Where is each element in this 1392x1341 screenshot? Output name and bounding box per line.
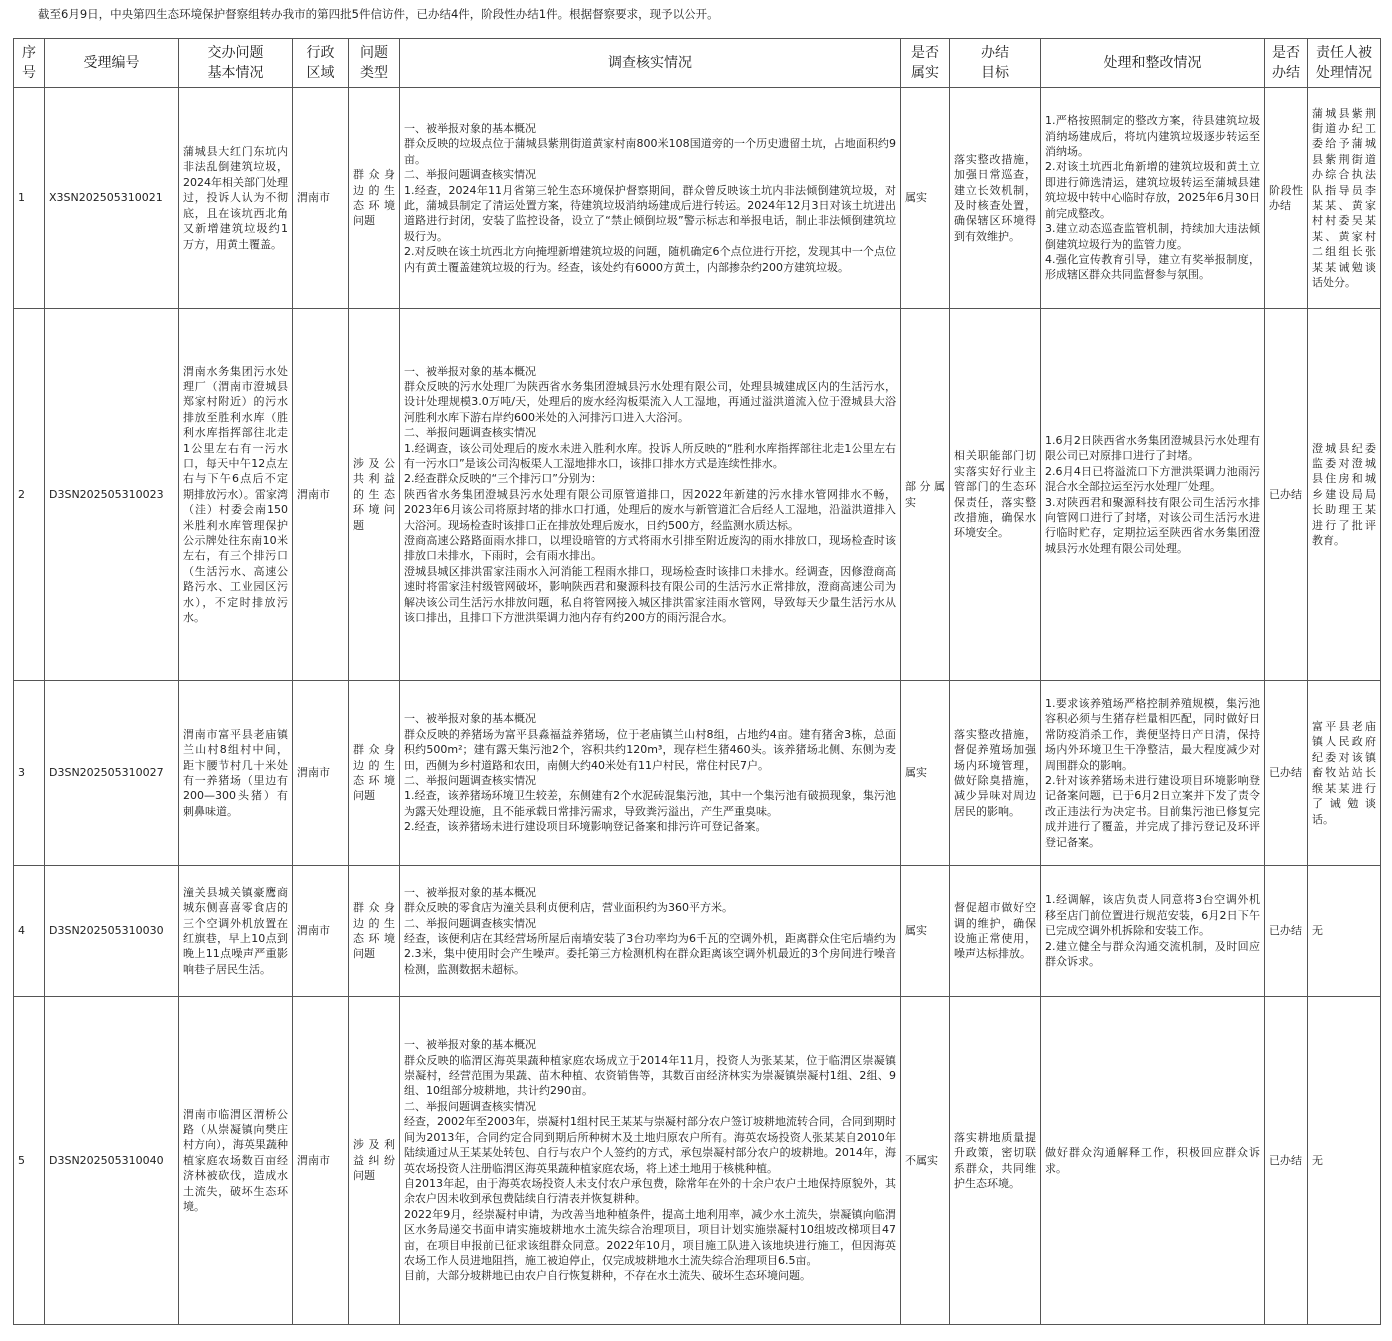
cell-region: 渭南市 — [293, 88, 349, 309]
header-responsible: 责任人被 处理情况 — [1308, 39, 1381, 88]
table-row — [14, 88, 1381, 309]
header-seq: 序 号 — [14, 39, 45, 88]
cell-region: 渭南市 — [293, 997, 349, 1325]
cell-responsible: 无 — [1308, 997, 1381, 1325]
cell-closed: 阶段性办结 — [1265, 88, 1308, 309]
table-row — [14, 681, 1381, 866]
cell-seq: 3 — [14, 681, 45, 866]
cell-true: 部分属实 — [901, 309, 950, 681]
intro-text: 截至6月9日，中央第四生态环境保护督察组转办我市的第四批5件信访件，已办结4件，阶段性办结1件。根据督察要求，现予以公开。 — [38, 7, 719, 21]
cell-closed: 已办结 — [1265, 866, 1308, 997]
cell-responsible: 澄城县纪委监委对澄城县住房和城乡建设局局长助理王某进行了批评教育。 — [1308, 309, 1381, 681]
cell-type: 涉及利益纠纷问题 — [349, 997, 400, 1325]
cell-handling: 1.严格按照制定的整改方案，待县建筑垃圾消纳场建成后，将坑内建筑垃圾逐步转运至消纳场。 2.对该土坑西北角新增的建筑垃圾和黄土立即进行筛选清运，建筑垃圾转运至蒲城县建筑垃圾中转中心临时存放，2025年6月30日前完成整改。 3.建立动态巡查监管机制，持续加大违法倾倒建筑垃圾行为的监管力度。 4.强化宣传教育引导，建立有奖举报制度，形成辖区群众共同监督参与氛围。 — [1041, 88, 1265, 309]
header-closed: 是否 办结 — [1265, 39, 1308, 88]
cell-code: D3SN202505310040 — [45, 997, 179, 1325]
cell-code: D3SN202505310023 — [45, 309, 179, 681]
cell-seq: 5 — [14, 997, 45, 1325]
cell-handling: 1.经调解，该店负责人同意将3台空调外机移至店门前位置进行规范安装，6月2日下午已完成空调外机拆除和安装工作。 2.建立健全与群众沟通交流机制，及时回应群众诉求。 — [1041, 866, 1265, 997]
cell-responsible: 富平县老庙镇人民政府纪委对该镇畜牧站站长缑某某进行了诫勉谈话。 — [1308, 681, 1381, 866]
cell-goal: 落实整改措施，督促养殖场加强场内环境管理，做好除臭措施，减少异味对周边居民的影响。 — [950, 681, 1041, 866]
cell-true: 不属实 — [901, 997, 950, 1325]
cell-goal: 落实耕地质量提升政策，密切联系群众，共同维护生态环境。 — [950, 997, 1041, 1325]
cell-handling: 1.6月2日陕西省水务集团澄城县污水处理有限公司已对原排口进行了封堵。 2.6月4日已将溢流口下方泄洪渠调力池雨污混合水全部拉运至污水处理厂处理。 3.对陕西君和聚源科技有限公司生活污水排向管网口进行了封堵，对该公司生活污水进行临时贮存，定期拉运至陕西省水务集团澄城县污水处理有限公司处理。 — [1041, 309, 1265, 681]
table-row — [14, 866, 1381, 997]
cell-true: 属实 — [901, 866, 950, 997]
header-type: 问题 类型 — [349, 39, 400, 88]
cell-code: X3SN202505310021 — [45, 88, 179, 309]
cell-responsible: 蒲城县紫荆街道办纪工委给予蒲城县紫荆街道办综合执法队指导员李某某、黄家村村委吴某某、黄家村二组组长张某某诫勉谈话处分。 — [1308, 88, 1381, 309]
cell-handling: 1.要求该养殖场严格控制养殖规模，集污池容积必须与生猪存栏量相匹配，同时做好日常防疫消杀工作，粪便坚持日产日清，保持场内外环境卫生干净整洁，最大程度减少对周围群众的影响。 2.针对该养猪场未进行建设项目环境影响登记备案问题，已于6月2日立案并下发了责令改正违法行为决定书。目前集污池已修复完成并进行了覆盖，并完成了排污登记及环评登记备案。 — [1041, 681, 1265, 866]
cell-basic: 渭南水务集团污水处理厂（渭南市澄城县郑家村附近）的污水排放至胜利水库（胜利水库指挥部往北走1公里左右有一污水口，每天中午12点左右与下午6点后不定期排放污水）。雷家湾（洼）村委会南150米胜利水库管理保护公示牌处往东南10米左右，有三个排污口（生活污水、高速公路污水、工业园区污水），不定时排放污水。 — [179, 309, 293, 681]
cell-investigation: 一、被举报对象的基本概况 群众反映的污水处理厂为陕西省水务集团澄城县污水处理有限公司，处理县城建成区内的生活污水，设计处理规模3.0万吨/天，处理后的废水经沟板渠流入人工湿地，再通过溢洪道流入位于澄城县大浴河胜利水库下游右岸约600米处的入河排污口进入大浴河。 二、举报问题调查核实情况 1.经调查，该公司处理后的废水未进入胜利水库。投诉人所反映的“胜利水库指挥部往北走1公里左右有一污水口”是该公司沟板渠人工湿地排水口，该排口排水方式是连续性排水。 2.经查群众反映的“三个排污口”分别为： 陕西省水务集团澄城县污水处理有限公司原管道排口，因2022年新建的污水排水管网排水不畅，2023年6月该公司将原封堵的排水口打通，处理后的废水与新管道汇合后经人工湿地，沿溢洪道排入大浴河。现场检查时该排口正在排放处理后废水，日约500方，经监测水质达标。 澄商高速公路路面雨水排口，以埋设暗管的方式将雨水引排至附近废沟的雨水排放口，现场检查时该排放口未排水，下雨时，会有雨水排出。 澄城县城区排洪雷家洼雨水入河消能工程雨水排口，现场检查时该排口未排水。经调查，因修澄商高速时将雷家洼村级管网破坏，影响陕西君和聚源科技有限公司的生活污水正常排放，澄商高速公司为解决该公司生活污水排放问题，私自将管网接入城区排洪雷家洼雨水管网，导致每天少量生活污水从该口排出，且排口下方泄洪渠调力池内存有约200方的雨污混合水。 — [400, 309, 901, 681]
cell-investigation: 一、被举报对象的基本概况 群众反映的临渭区海英果蔬种植家庭农场成立于2014年11月，投资人为张某某，位于临渭区崇凝镇崇凝村，经营范围为果蔬、苗木种植、农资销售等，其数百亩经济林实为崇凝镇崇凝村1组、2组、9组、10组部分坡耕地，共计约290亩。 二、举报问题调查核实情况 经查，2002年至2003年，崇凝村1组村民王某某与崇凝村部分农户签订坡耕地流转合同，合同到期时间为2013年，合同约定合同到期后所种树木及土地归原农户所有。海英农场投资人张某某自2010年陆续通过从王某某处转包、自行与农户个人签约的方式，承包崇凝村部分农户的坡耕地。2014年，海英农场投资人注册临渭区海英果蔬种植家庭农场，将上述土地用于核桃种植。 自2013年起，由于海英农场投资人未支付农户承包费，除常年在外的十余户农户土地保持原貌外，其余农户因未收到承包费陆续自行清表并恢复耕种。 2022年9月，经崇凝村申请，为改善当地种植条件，提高土地利用率，减少水土流失，崇凝镇向临渭区水务局递交书面申请实施坡耕地水土流失综合治理项目，项目计划实施崇凝村10组坡改梯项目47亩，在项目申报前已征求该组群众同意。2022年10月，项目施工队进入该地块进行施工，但因海英农场工作人员进地阻挡，施工被迫停止，仅完成坡耕地水土流失综合治理项目6.5亩。 目前，大部分坡耕地已由农户自行恢复耕种，不存在水土流失、破坏生态环境问题。 — [400, 997, 901, 1325]
header-basic: 交办问题 基本情况 — [179, 39, 293, 88]
cell-type: 群众身边的生态环境问题 — [349, 681, 400, 866]
cell-investigation: 一、被举报对象的基本概况 群众反映的零食店为潼关县利贞便利店，营业面积约为360平方米。 二、举报问题调查核实情况 经查，该便利店在其经营场所屋后南墙安装了3台功率均为6千瓦的空调外机，距离群众住宅后墙约为2.3米，集中使用时会产生噪声。委托第三方检测机构在群众距离该空调外机最近的3个房间进行噪音检测，监测数据未超标。 — [400, 866, 901, 997]
cell-region: 渭南市 — [293, 309, 349, 681]
cell-basic: 潼关县城关镇豪鹰商城东侧喜喜零食店的三个空调外机放置在红旗巷，早上10点到晚上11点噪声严重影响巷子居民生活。 — [179, 866, 293, 997]
header-investigation: 调查核实情况 — [400, 39, 901, 88]
header-handling: 处理和整改情况 — [1041, 39, 1265, 88]
cell-seq: 2 — [14, 309, 45, 681]
header-true: 是否 属实 — [901, 39, 950, 88]
cell-region: 渭南市 — [293, 866, 349, 997]
cell-basic: 蒲城县大红门东坑内非法乱倒建筑垃圾，2024年相关部门处理过，投诉人认为不彻底，且在该坑西北角又新增建筑垃圾约1万方，用黄土覆盖。 — [179, 88, 293, 309]
cell-code: D3SN202505310030 — [45, 866, 179, 997]
header-goal: 办结 目标 — [950, 39, 1041, 88]
cell-closed: 已办结 — [1265, 309, 1308, 681]
cell-goal: 督促超市做好空调的维护，确保设施正常使用，噪声达标排放。 — [950, 866, 1041, 997]
cell-goal: 相关职能部门切实落实好行业主管部门的生态环保责任，落实整改措施，确保水环境安全。 — [950, 309, 1041, 681]
cell-true: 属实 — [901, 681, 950, 866]
cell-region: 渭南市 — [293, 681, 349, 866]
cell-seq: 1 — [14, 88, 45, 309]
table-row — [14, 309, 1381, 681]
cell-closed: 已办结 — [1265, 997, 1308, 1325]
cell-closed: 已办结 — [1265, 681, 1308, 866]
cell-handling: 做好群众沟通解释工作，积极回应群众诉求。 — [1041, 997, 1265, 1325]
cell-type: 涉及公共利益的生态环境问题 — [349, 309, 400, 681]
cell-type: 群众身边的生态环境问题 — [349, 866, 400, 997]
table-row — [14, 997, 1381, 1325]
cell-type: 群众身边的生态环境问题 — [349, 88, 400, 309]
cell-basic: 渭南市富平县老庙镇兰山村8组村中间，距卞腰节村几十米处有一养猪场（里边有200—300头猪）有刺鼻味道。 — [179, 681, 293, 866]
petition-table — [13, 38, 1381, 1325]
cell-seq: 4 — [14, 866, 45, 997]
cell-investigation: 一、被举报对象的基本概况 群众反映的垃圾点位于蒲城县紫荆街道黄家村南800米108国道旁的一个历史遗留土坑，占地面积约9亩。 二、举报问题调查核实情况 1.经查，2024年11月省第三轮生态环境保护督察期间，群众曾反映该土坑内非法倾倒建筑垃圾，对此，蒲城县制定了清运处置方案，待建筑垃圾消纳场建成后进行转运。2024年12月3日对该土坑进出道路进行封闭，安装了监控设备，设立了“禁止倾倒垃圾”警示标志和举报电话，制止非法倾倒建筑垃圾行为。 2.对反映在该土坑西北方向掩埋新增建筑垃圾的问题，随机确定6个点位进行开挖，发现其中一个点位内有黄土覆盖建筑垃圾的行为。经查，该处约有6000方黄土，内部掺杂约200方建筑垃圾。 — [400, 88, 901, 309]
header-region: 行政 区域 — [293, 39, 349, 88]
cell-responsible: 无 — [1308, 866, 1381, 997]
cell-code: D3SN202505310027 — [45, 681, 179, 866]
table-header-row — [14, 39, 1381, 88]
cell-investigation: 一、被举报对象的基本概况 群众反映的养猪场为富平县淼福益养猪场，位于老庙镇兰山村8组，占地约4亩。建有猪舍3栋，总面积约500m²；建有露天集污池2个，容积共约120m³，现存栏生猪460头。该养猪场北侧、东侧为麦田，西侧为乡村道路和农田，南侧大约40米处有11户村民，常住村民7户。 二、举报问题调查核实情况 1.经查，该养猪场环境卫生较差，东侧建有2个水泥砖混集污池，其中一个集污池有破损现象，集污池为露天处理设施，且不能承载日常排污需求，导致粪污溢出，产生严重臭味。 2.经查，该养猪场未进行建设项目环境影响登记备案和排污许可登记备案。 — [400, 681, 901, 866]
cell-true: 属实 — [901, 88, 950, 309]
header-code: 受理编号 — [45, 39, 179, 88]
cell-goal: 落实整改措施，加强日常巡查，建立长效机制，及时核查处置，确保辖区环境得到有效维护。 — [950, 88, 1041, 309]
cell-basic: 渭南市临渭区渭桥公路（从崇凝镇向樊庄村方向），海英果蔬种植家庭农场数百亩经济林被砍伐，造成水土流失，破坏生态环境。 — [179, 997, 293, 1325]
